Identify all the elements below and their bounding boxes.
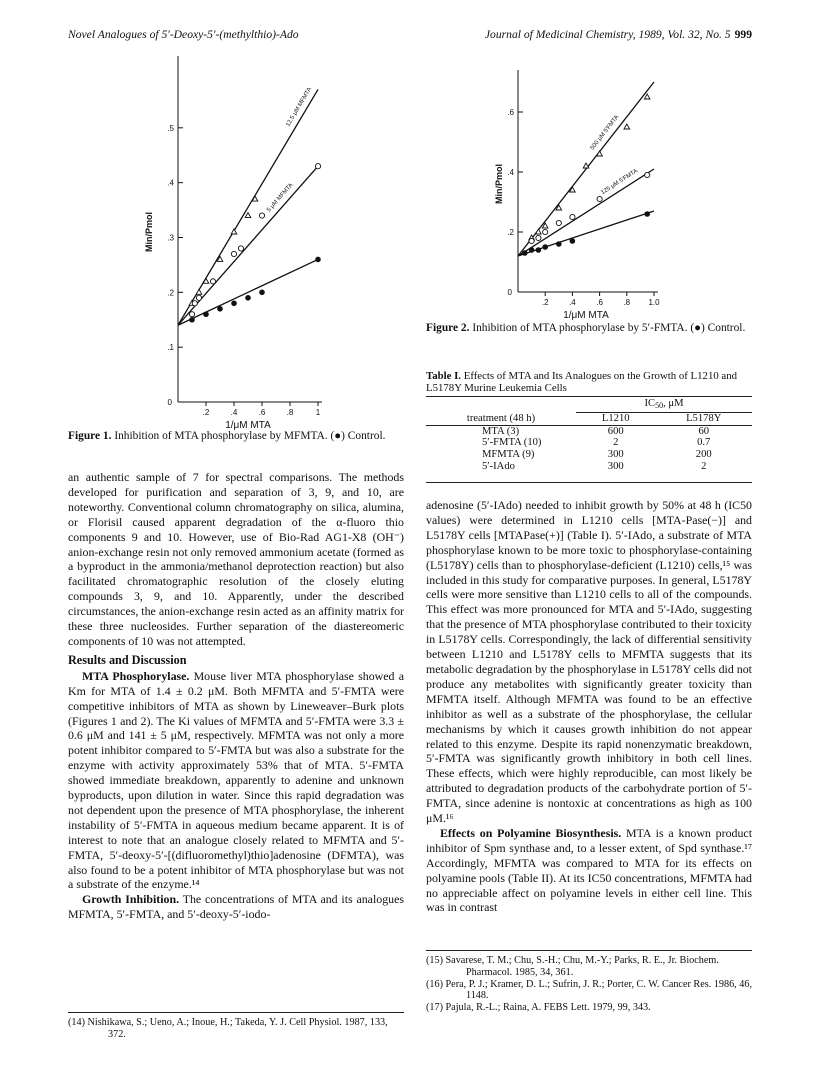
data-point-open	[189, 312, 194, 317]
series-label: 500 μM 5′FMTA	[589, 114, 621, 152]
data-point-filled	[245, 295, 251, 301]
paragraph	[68, 892, 404, 922]
data-point-filled	[570, 238, 576, 244]
cell-treatment: MFMTA (9)	[482, 449, 535, 461]
data-point-open	[259, 213, 264, 218]
series-line	[518, 169, 654, 256]
series-line	[178, 166, 318, 325]
cell-l5178y: 200	[695, 449, 712, 461]
data-point-open	[192, 301, 197, 306]
paragraph-body: MTA is a known product inhibitor of Spm synthase and, to a lesser extent, of Spd synthase.¹⁷ Accordingly, MFMTA was compared to MTA for its effects on polyamine pools (Table II). At its IC50 concentrations, MFMTA had no appreciable affect on polyamine levels in either cell line. This was in contrast	[426, 825, 752, 915]
data-point-open	[238, 246, 243, 251]
data-point-triangle	[624, 124, 630, 129]
data-point-triangle	[231, 229, 237, 234]
x-tick-label: 1	[315, 408, 321, 417]
data-point-open	[231, 251, 236, 256]
x-tick-label: .4	[230, 408, 238, 417]
left-text-column	[68, 470, 404, 922]
data-point-filled	[203, 311, 209, 317]
runin-heading: MTA Phosphorylase.	[82, 668, 190, 683]
header-article-title: Novel Analogues of 5′-Deoxy-5′-(methylthio)-Ado	[68, 28, 299, 41]
table-row	[426, 449, 752, 461]
data-point-filled	[522, 250, 528, 256]
cell-treatment: MTA (3)	[482, 425, 520, 437]
data-point-filled	[542, 244, 548, 250]
data-point-open	[536, 235, 541, 240]
data-point-triangle	[245, 213, 251, 218]
x-tick-label: .8	[286, 408, 294, 417]
x-tick-label: .8	[623, 298, 631, 307]
footnote: (17) Pajula, R.-L.; Raina, A. FEBS Lett. 1979, 99, 343.	[426, 1002, 651, 1014]
y-tick-label: .2	[507, 228, 514, 237]
y-tick-label: .5	[167, 123, 174, 133]
table-1-grid	[426, 398, 752, 473]
data-point-triangle	[196, 289, 202, 294]
runin-heading: Effects on Polyamine Biosynthesis.	[440, 825, 622, 840]
figure-2-caption	[426, 322, 752, 336]
col-header-l5178y: L5178Y	[686, 412, 722, 424]
table-1-label: Table I.	[426, 370, 462, 382]
figure-1-caption	[68, 430, 404, 444]
figure-2-chart	[496, 68, 696, 322]
data-point-filled	[189, 317, 195, 323]
col-header-l1210: L1210	[601, 412, 630, 424]
right-text-column	[426, 498, 752, 915]
header-journal-name: Journal of Medicinal Chemistry, 1989, Vol. 32, No. 5	[484, 28, 731, 41]
series-label: 5 μM MFMTA	[266, 182, 295, 214]
cell-treatment: 5′-IAdo	[482, 460, 515, 472]
paragraph: adenosine (5′-IAdo) needed to inhibit growth by 50% at 48 h (IC50 values) were determined in L1210 cells [MTA-Pase(−)] and L5178Y cells [MTAPase(+)] (Table I). 5′-IAdo, a substrate of MTA phosphorylase known to be more toxic to phosphorylase-containing (L5178Y) cells than to phosphorylase-deficient (L1210) cells,¹⁵ was included in this study for comparative purposes. In general, L5178Y cells were more sensitive than L1210 cells to all of the compounds. This effect was more pronounced for MTA and 5′-IAdo, suggesting that the presence of MTA phosphorylase contributed to their toxicity in L5178Y cells. Correspondingly, the lack of differential sensitivity between L1210 and L5178Y cells to MFMTA suggests that its metabolic degradation by the phosphorylase in L5178Y cells did not produce any metabolites with significantly greater toxicity than MFMTA itself. Although MFMTA was found to be an effective inhibitor as well as a substrate of the phosphorylase, the cellular mechanisms by which it causes growth inhibition do not appear related to this enzyme. Despite its rapid nonenzymatic breakdown, 5′-FMTA was significantly growth inhibitory in both cell lines. These effects, which were highly reproducible, can most likely be attributed to degradation products of the carbohydrate portion of 5′-FMTA, since adenine is nontoxic at concentrations as high as 100 μM.¹⁶	[426, 498, 752, 826]
cell-treatment: 5′-FMTA (10)	[482, 437, 542, 449]
col-header-treatment: treatment (48 h)	[466, 412, 536, 424]
table-top-rule	[426, 396, 752, 397]
table-row	[426, 437, 752, 449]
footnote: (15) Savarese, T. M.; Chu, S.-H.; Chu, M.-Y.; Parks, R. E., Jr. Biochem. Pharmacol. 1985, 34, 361.	[426, 955, 719, 978]
data-point-open	[529, 238, 534, 243]
data-point-filled	[644, 211, 650, 217]
series-label: 125 μM 5′FMTA	[600, 168, 639, 197]
table-1-title	[426, 370, 752, 395]
data-point-triangle	[644, 94, 650, 99]
y-tick-label: .2	[167, 288, 174, 298]
figure-1-caption-text: Inhibition of MTA phosphorylase by MFMTA. (●) Control.	[114, 430, 386, 442]
x-axis-title: 1/μM MTA	[563, 310, 609, 321]
section-heading: Results and Discussion	[68, 652, 187, 667]
series-label: 12.5 μM MFMTA	[285, 86, 314, 128]
footnote: (16) Pera, P. J.; Kramer, D. L.; Sufrin, J. R.; Porter, C. W. Cancer Res. 1986, 46, 1148.	[426, 978, 752, 1002]
footnotes-right	[426, 955, 752, 1014]
y-tick-label: .1	[167, 343, 174, 353]
paragraph-body: Mouse liver MTA phosphorylase showed a Km for MTA of 1.4 ± 0.2 μM. Both MFMTA and 5′-FMTA were competitive inhibitors of MTA as shown by Lineweaver–Burk plots (Figures 1 and 2). The Ki values of MFMTA and 5′-FMTA were 3.3 ± 0.6 μM and 141 ± 5 μM, respectively. MFMTA was not only a more potent inhibitor compared to 5′-FMTA but was also a substrate for the enzyme with activity approximately 53% that of MTA. 5′-FMTA showed immediate breakdown, apparently to adenine and unknown byproducts, upon dilution in water. Since this rapid degradation was not dependent upon the presence of MTA phosphorylase, the inherent instability of 5′-FMTA in aqueous medium became apparent. It is of interest to note that an analogue closely related to MFMTA and 5′-FMTA, 5′-deoxy-5′-[(difluoromethyl)thio]adenosine (DFMTA), was also found to be a potent inhibitor of MTA phosphorylase but was not a substrate of the enzyme.¹⁴	[68, 668, 404, 892]
y-zero-label: 0	[507, 288, 512, 297]
x-tick-label: 1.0	[648, 298, 660, 307]
y-tick-label: .4	[167, 178, 174, 188]
data-point-open	[570, 214, 575, 219]
cell-l5178y: 0.7	[697, 437, 711, 449]
table-group-header-row	[426, 398, 752, 412]
table-1-title-text: Effects of MTA and Its Analogues on the Growth of L1210 and L5178Y Murine Leukemia Cells	[426, 370, 738, 395]
data-point-open	[210, 279, 215, 284]
cell-l1210: 2	[613, 437, 619, 449]
x-axis-title: 1/μM MTA	[225, 420, 271, 431]
data-point-open	[645, 172, 650, 177]
y-zero-label: 0	[167, 398, 172, 407]
x-tick-label: .6	[596, 298, 603, 307]
table-row	[426, 461, 752, 473]
table-column-header-row	[426, 412, 752, 425]
running-header	[68, 28, 752, 44]
footnotes-left	[68, 1017, 404, 1041]
data-point-filled	[536, 247, 542, 253]
figure-2-caption-label: Figure 2.	[426, 322, 470, 334]
paragraph: an authentic sample of 7 for spectral comparisons. The methods developed for purification and separation of 3, 9, and 10, are noteworthy. Conventional column chromatography on silica, alumina, or Florisil caused apparent degradation of the α-fluoro thio components 9 and 10. However, use of Bio-Rad AG1-X8 (OH⁻) anion-exchange resin not only removed ammonium acetate (formed as a byproduct in the ammonia/methanol deprotection reaction) but also facilitated chromatographic resolution of the closely eluting compounds 3, 9, and 10. Apparently, under the described circumstances, the anion-exchange resin acted as an affinity matrix for these three nucleosides. Further separation of the diastereomeric components of 10 was not attempted.	[68, 470, 404, 648]
data-point-filled	[529, 247, 535, 253]
y-axis-title: Min/Pmol	[494, 164, 504, 204]
table-row	[426, 425, 752, 437]
table-group-header: $IC_{50}$, μM	[576, 398, 752, 412]
data-point-open	[196, 295, 201, 300]
header-journal	[485, 28, 752, 41]
paragraph	[426, 826, 752, 915]
y-tick-label: .4	[507, 168, 514, 177]
table-bottom-rule	[426, 482, 752, 483]
cell-l5178y: 2	[701, 460, 707, 472]
x-tick-label: .4	[569, 298, 576, 307]
data-point-filled	[231, 300, 237, 306]
figure-1-chart	[140, 54, 340, 431]
data-point-filled	[217, 306, 223, 312]
paragraph	[68, 669, 404, 893]
data-point-open	[543, 229, 548, 234]
data-point-filled	[556, 241, 562, 247]
footnote: (14) Nishikawa, S.; Ueno, A.; Inoue, H.; Takeda, Y. J. Cell Physiol. 1987, 133, 372.	[68, 1017, 388, 1040]
x-tick-label: .6	[258, 408, 266, 417]
data-point-filled	[259, 290, 265, 296]
cell-l1210: 600	[607, 425, 624, 437]
figure-1-caption-label: Figure 1.	[68, 430, 112, 442]
y-tick-label: .6	[507, 108, 514, 117]
y-axis-title: Min/Pmol	[144, 212, 154, 252]
page-number: 999	[734, 28, 752, 41]
cell-l5178y: 60	[698, 425, 710, 437]
cell-l1210: 300	[607, 449, 624, 461]
table-1	[426, 398, 752, 473]
data-point-open	[315, 164, 320, 169]
x-tick-label: .2	[202, 408, 210, 417]
x-tick-label: .2	[541, 298, 549, 307]
cell-l1210: 300	[607, 460, 624, 472]
data-point-filled	[315, 257, 321, 263]
data-point-open	[556, 220, 561, 225]
runin-heading: Growth Inhibition.	[82, 892, 180, 907]
figure-2-caption-text: Inhibition of MTA phosphorylase by 5′-FMTA. (●) Control.	[472, 322, 746, 334]
y-tick-label: .3	[167, 233, 174, 243]
paragraph-body: The concentrations of MTA and its analogues MFMTA, 5′-FMTA, and 5′-deoxy-5′-iodo-	[68, 892, 404, 922]
footnote-rule-left	[68, 1012, 404, 1013]
data-point-open	[597, 196, 602, 201]
footnote-rule-right	[426, 950, 752, 951]
